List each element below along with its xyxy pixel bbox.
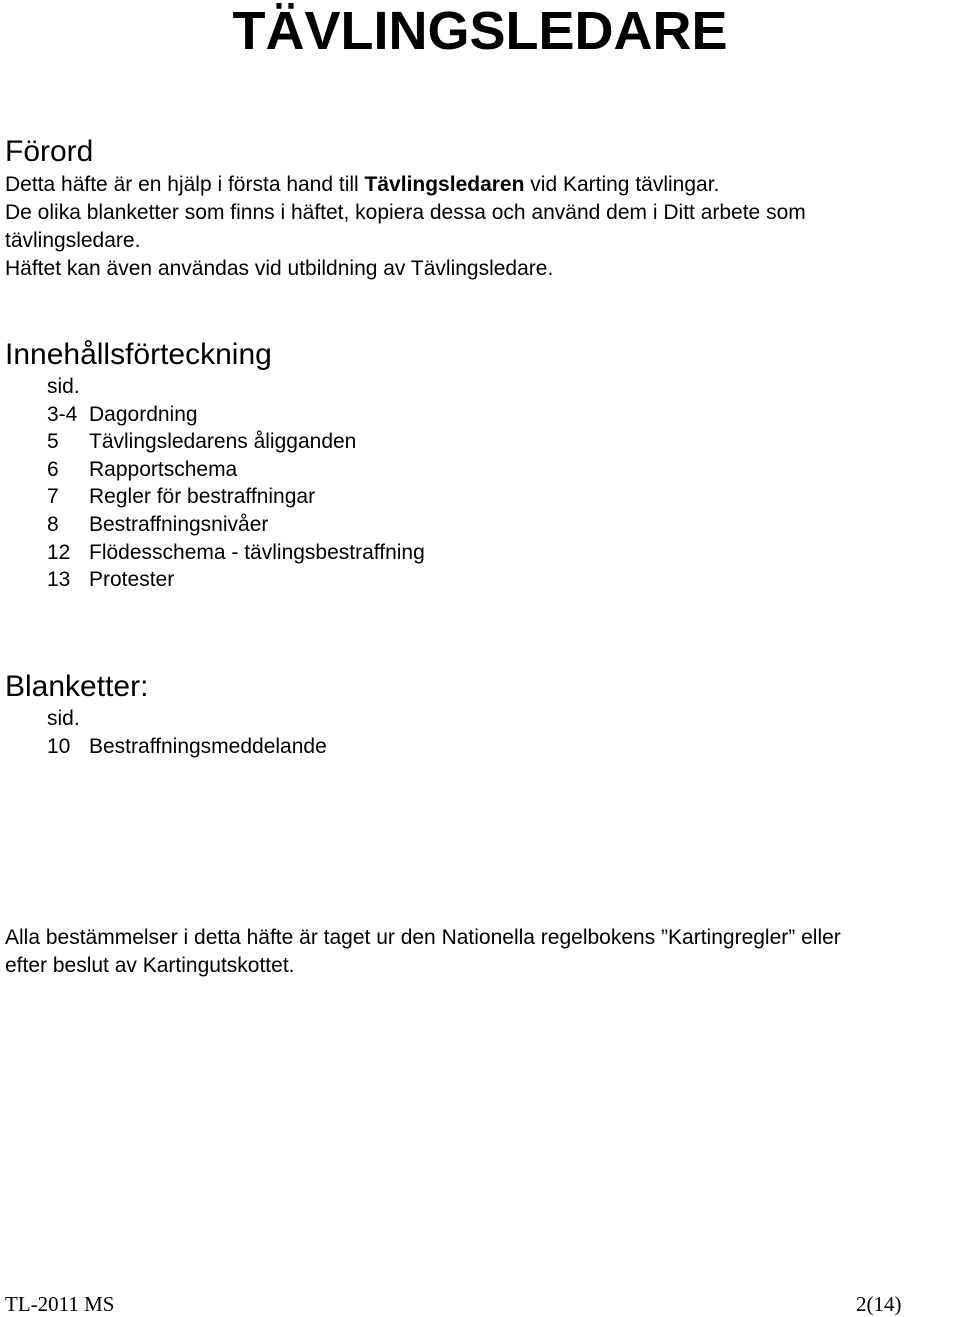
forord-line-1-pre: Detta häfte är en hjälp i första hand till <box>5 173 365 196</box>
toc-sid-label <box>47 373 425 401</box>
toc-entry-title: Rapportschema <box>89 457 238 481</box>
forord-line-2: De olika blanketter som finns i häftet, kopiera dessa och använd dem i Ditt arbete som <box>5 201 806 224</box>
toc-entry-title: Tävlingsledarens åligganden <box>89 430 357 454</box>
note-line-2: efter beslut av Kartingutskottet. <box>5 954 295 977</box>
toc-entry-page: 12 <box>47 540 71 564</box>
toc-entry-title: Regler för bestraffningar <box>89 485 316 509</box>
toc-entry <box>47 456 425 484</box>
toc-entry <box>47 401 425 429</box>
toc-entry-title: Flödesschema - tävlingsbestraffning <box>89 540 425 564</box>
toc-sid-text: sid. <box>47 375 80 398</box>
blanketter-list <box>47 705 327 760</box>
blanketter-heading: Blanketter: <box>5 670 149 703</box>
forord-line-1-post: vid Karting tävlingar. <box>524 173 720 196</box>
blanketter-entry-title: Bestraffningsmeddelande <box>89 734 327 758</box>
toc-entry-page: 7 <box>47 485 59 509</box>
footer-page-number: 2(14) <box>856 1292 902 1316</box>
toc-entry <box>47 539 425 567</box>
toc-entry <box>47 428 425 456</box>
footer-left: TL-2011 MS <box>5 1292 115 1316</box>
blanketter-sid-label <box>47 705 327 733</box>
forord-line-1-bold: Tävlingsledaren <box>364 173 525 196</box>
toc-list <box>47 373 425 594</box>
toc-entry <box>47 483 425 511</box>
toc-entry <box>47 511 425 539</box>
toc-entry-page: 8 <box>47 512 59 536</box>
blanketter-entry <box>47 733 327 761</box>
forord-heading: Förord <box>5 135 94 168</box>
forord-line-1 <box>5 171 719 199</box>
toc-entry-page: 5 <box>47 430 59 454</box>
toc-entry-title: Dagordning <box>89 402 198 426</box>
toc-entry-title: Bestraffningsnivåer <box>89 512 269 536</box>
blanketter-entry-page: 10 <box>47 734 71 758</box>
forord-line-4: Häftet kan även användas vid utbildning av Tävlingsledare. <box>5 257 554 280</box>
toc-entry-title: Protester <box>89 568 175 592</box>
toc-entry-page: 6 <box>47 457 59 481</box>
note-line-1: Alla bestämmelser i detta häfte är taget ur den Nationella regelbokens ”Kartingregler” eller <box>5 926 841 949</box>
toc-entry <box>47 566 425 594</box>
toc-entry-page: 3-4 <box>47 402 78 426</box>
blanketter-sid-text: sid. <box>47 707 80 730</box>
forord-line-3: tävlingsledare. <box>5 229 141 252</box>
toc-heading: Innehållsförteckning <box>5 338 272 371</box>
toc-entry-page: 13 <box>47 568 71 592</box>
document-title: TÄVLINGSLEDARE <box>232 1 728 61</box>
